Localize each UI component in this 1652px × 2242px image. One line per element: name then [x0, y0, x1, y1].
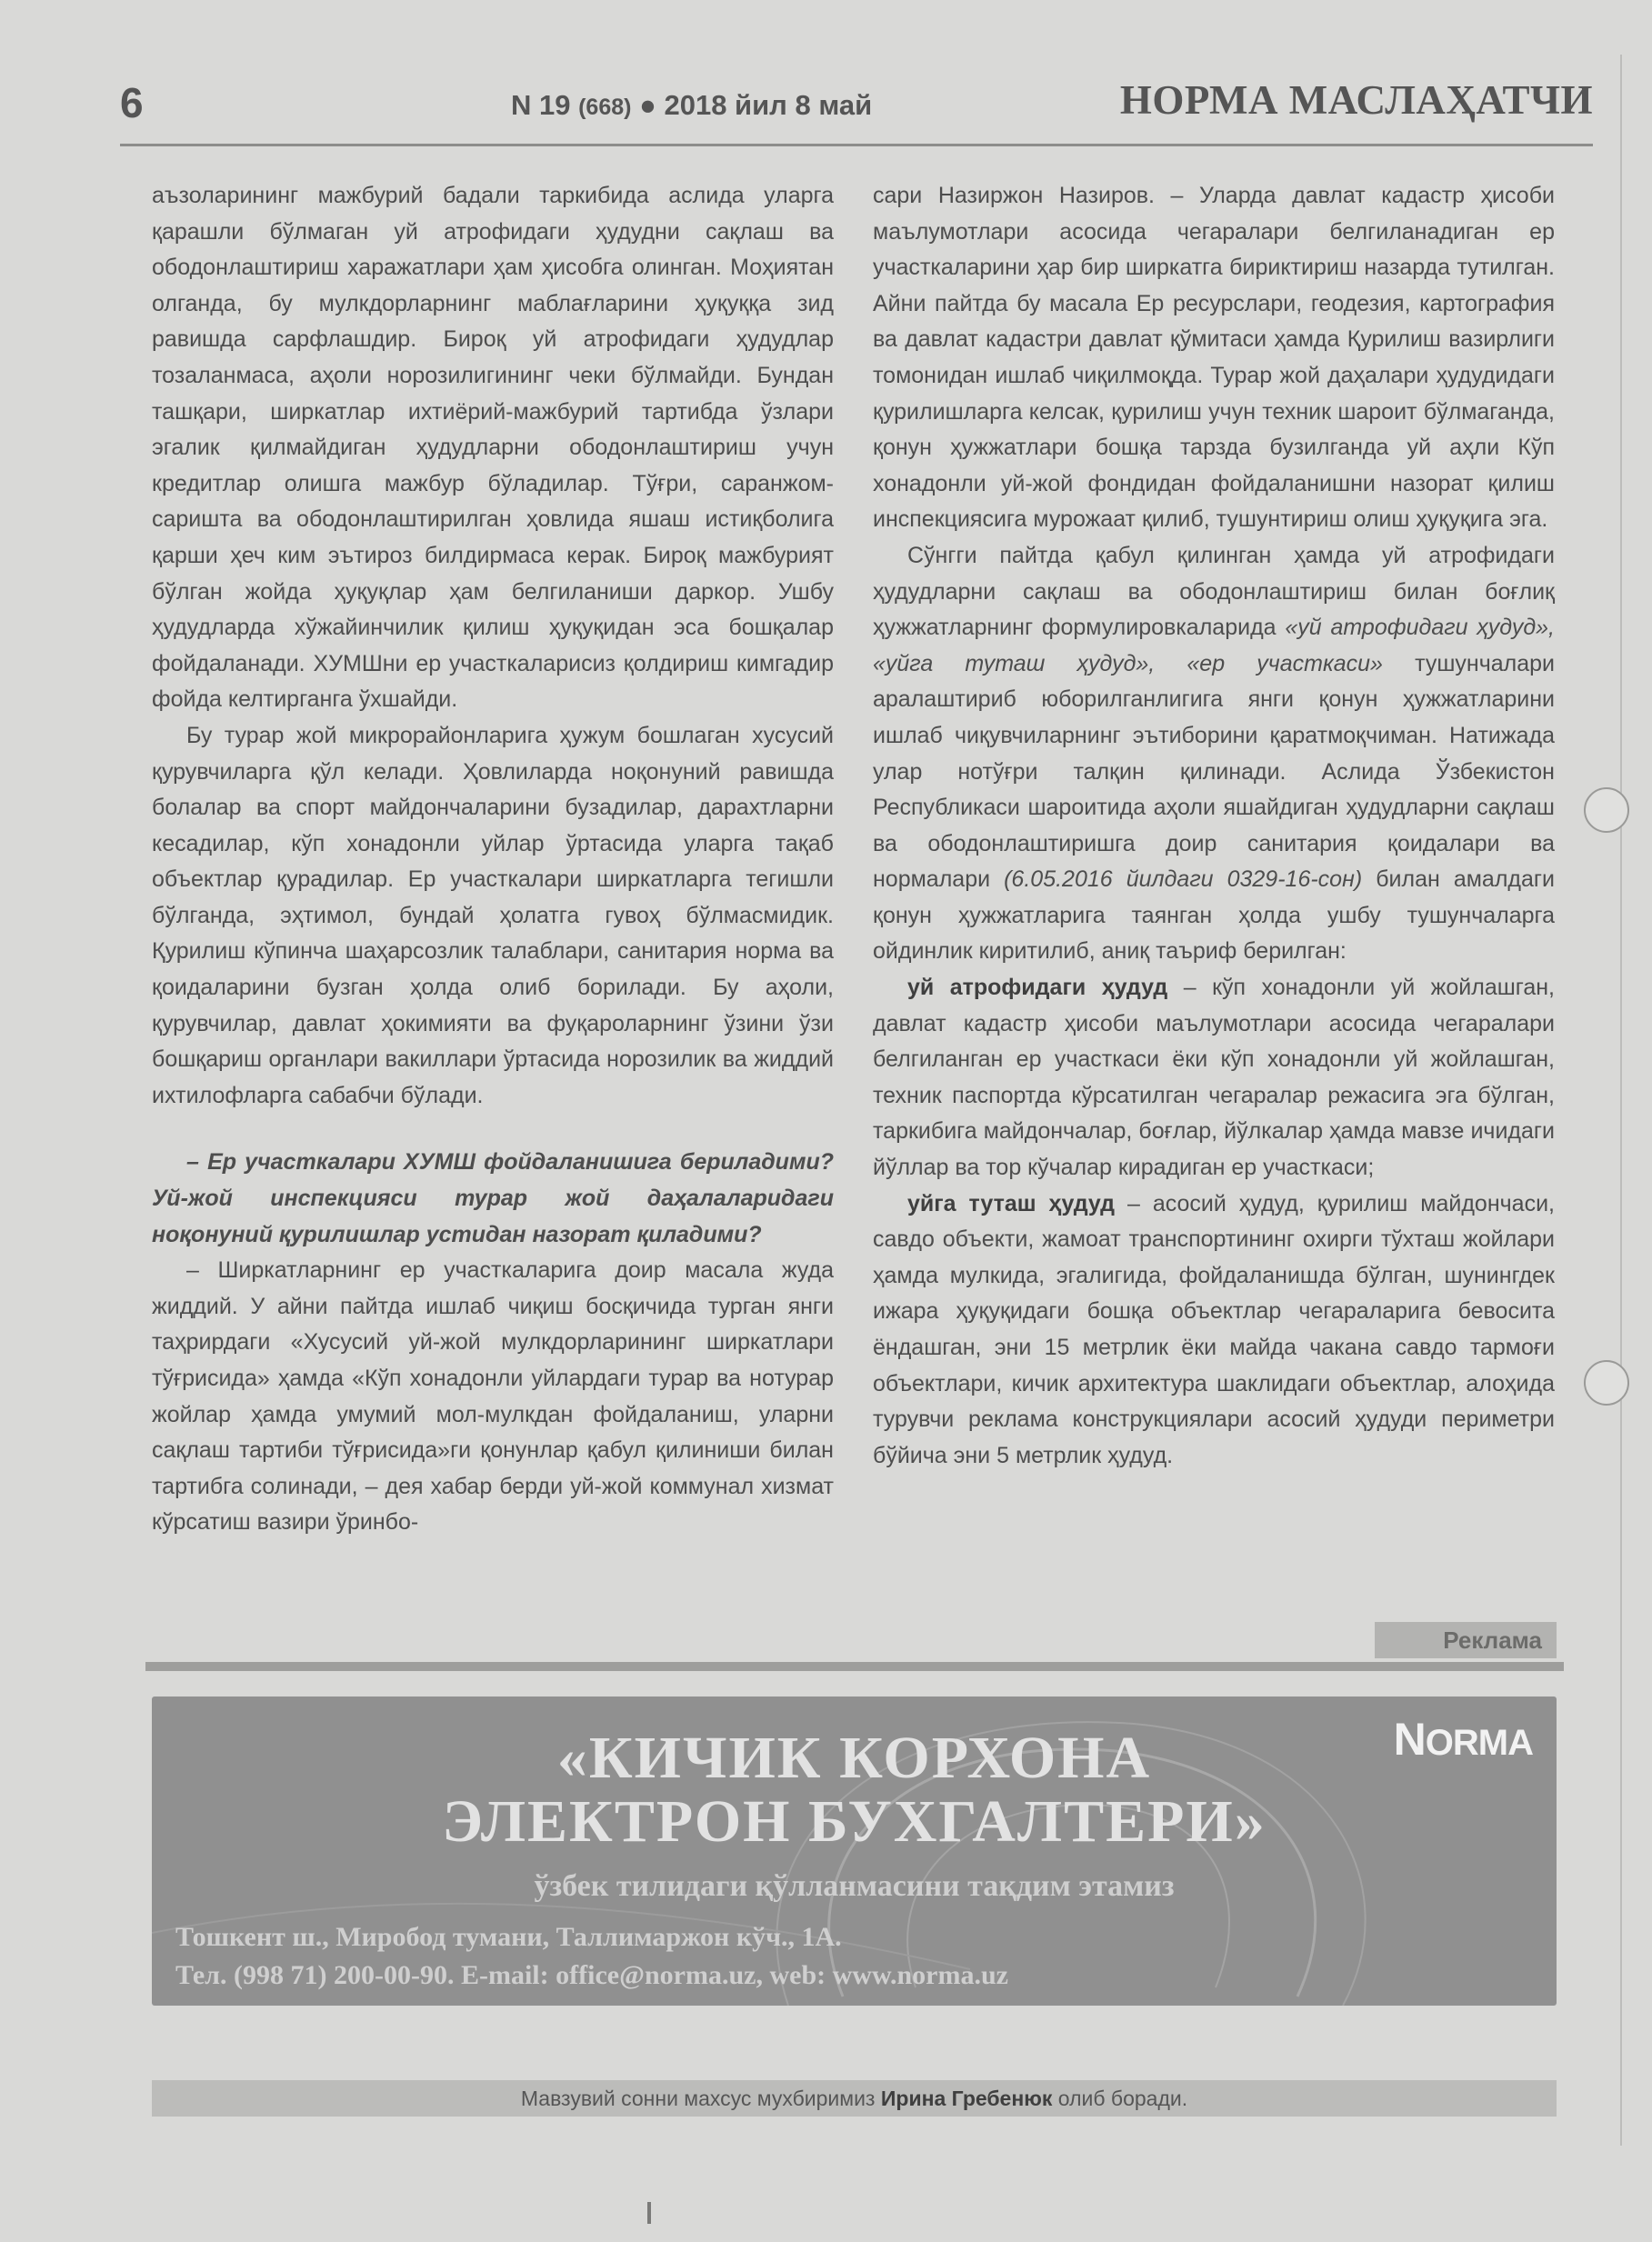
ad-address: Тошкент ш., Миробод тумани, Таллимаржон кўч., 1А.: [175, 1922, 842, 1952]
norma-logo: NORMA: [1393, 1714, 1533, 1765]
issue-total: (668): [578, 95, 632, 120]
definition-term: уй атрофидаги ҳудуд: [907, 975, 1168, 1001]
paragraph-text: тушунчалари аралаштириб юборилганлигига янги қонун ҳужжатларини ишлаб чиқувчиларнинг эътиборини қаратмоқчиман. Натижада улар нотўғри талқин қилинади. Аслида Ўзбекистон Республикаси шароитида аҳоли яшайдиган ҳудудларни сақлаш ва ободонлаштиришга доир санитария қоидалари ва нормалари: [873, 650, 1556, 893]
page-number: 6: [120, 79, 144, 126]
header-divider: [120, 144, 1593, 146]
byline-bar: Мавзувий сонни махсус мухбиримиз Ирина Гребенюк олиб боради.: [152, 2080, 1557, 2117]
issue-date: 2018 йил 8 май: [664, 89, 873, 121]
definition-term: уйга туташ ҳудуд: [907, 1190, 1116, 1216]
paragraph-text: Сўнгги пайтда қабул қилинган ҳамда уй атрофидаги ҳудудларни сақлаш ва ободонлаштириш билан боғлиқ ҳужжатларнинг формулировкаларида: [873, 542, 1555, 641]
right-column: [873, 178, 1555, 1474]
issue-info: [511, 89, 872, 122]
issue-bullet: ●: [639, 89, 656, 121]
definition-2: [873, 1186, 1555, 1475]
binder-hole: [1584, 1360, 1629, 1406]
ad-divider: [145, 1662, 1564, 1671]
ad-tag: Реклама: [1375, 1622, 1557, 1658]
ad-title-line-1: «КИЧИК КОРХОНА: [556, 1725, 1152, 1791]
left-column: [152, 178, 834, 1541]
document-reference: (6.05.2016 йилдаги 0329-16-сон): [1004, 866, 1363, 893]
left-paragraph-2: Бу турар жой микрорайонларига ҳужум бошлаган хусусий қурувчиларга қўл келади. Ҳовлиларда ноқонуний равишда болалар ва спорт майдончаларини бузадилар, дарахтларни кесадилар, кўп хонадонли уйлар ўртасида уларга тақаб объектлар қурадилар. Ер участкалари ширкатларга тегишли бўлганда, эҳтимол, бундай ҳолатга гувоҳ бўлмасмидик. Қурилиш кўпинча шаҳарсозлик талаблари, санитария норма ва қоидаларини бузган ҳолда олиб борилади. Бу аҳоли, қурувчилар, давлат ҳокимияти ва фуқароларнинг ўзини ўзи бошқариш органлари вакиллари ўртасида норозилик ва жиддий ихтилофларга сабабчи бўлади.: [152, 722, 834, 1108]
advertisement: [152, 1697, 1557, 2006]
ad-subtitle: ўзбек тилидаги қўлланмасини тақдим этамиз: [534, 1869, 1175, 1903]
paragraph-text: билан амалдаги қонун ҳужжатларига таянган ҳолда ушбу тушунчаларга ойдинлик киритилиб, аниқ таъриф берилган:: [873, 866, 1555, 965]
definition-text: – кўп хонадонли уй жойлашган, давлат кадастр ҳисоби маълумотлари асосида чегаралари белгиланган ер участкаси ёки кўп хонадонли уй жойлашган, техник паспортда кўрсатилган чегаралар режасига эга бўлган, таркибига майдончалар, боғлар, йўлкалар ҳамда мавзе ичидаги йўллар ва тор кўчалар кирадиган ер участкаси;: [873, 975, 1555, 1181]
interview-question: – Ер участкалари ХУМШ фойдаланишига бериладими? Уй-жой инспекцияси турар жой даҳалаларидаги ноқонуний қурилишлар устидан назорат қиладими?: [152, 1149, 834, 1247]
terms-italic: «уй атрофидаги ҳудуд», «уйга туташ ҳудуд», «ер участкаси»: [873, 615, 1555, 676]
left-paragraph-3: – Ширкатларнинг ер участкаларига доир масала жуда жиддий. У айни пайтда ишлаб чиқиш босқичида турган янги таҳрирдаги «Хусусий уй-жой мулкдорларининг ширкатлари тўғрисида» ҳамда «Кўп хонадонли уйлардаги турар ва нотурар жойлар ҳамда умумий мол-мулкдан фойдаланиш, уларни сақлаш тартиби тўғрисида»ги қонунлар қабул қилиниши билан тартибга солинади, – дея хабар берди уй-жой коммунал хизмат кўрсатиш вазири ўринбо-: [152, 1257, 834, 1536]
right-paragraph-1: сари Назиржон Назиров. – Уларда давлат кадастр ҳисоби маълумотлари асосида чегаралари белгиланадиган ер участкаларини ҳар бир ширкатга бириктириш назарда тутилган. Айни пайтда бу масала Ер ресурслари, геодезия, картография ва давлат кадастри давлат қўмитаси ҳамда Қурилиш вазирлиги томонидан ишлаб чиқилмоқда. Турар жой даҳалари ҳудудидаги қурилишларга келсак, қурилиш учун техник шароит бўлмаганда, қонун ҳужжатлари бошқа тарзда бузилганда уй аҳли Кўп хонадонли уй-жой фондидан фойдаланишни назорат қилиш инспекциясига мурожаат қилиб, тушунтириш олиш ҳуқуқига эга.: [873, 183, 1555, 533]
issue-number: N 19: [511, 89, 571, 121]
page-mark: [647, 2202, 651, 2224]
ad-title-line-2: ЭЛЕКТРОН БУХГАЛТЕРИ»: [442, 1788, 1267, 1855]
author-name: Ирина Гребенюк: [880, 2087, 1053, 2110]
definition-text: – асосий ҳудуд, қурилиш майдончаси, савдо объекти, жамоат транспортининг охирги тўхташ жойлари ҳамда мулкида, эгалигида, фойдаланишда бўлган, шунингдек ижара ҳуқуқидаги бошқа объектлар чегараларига бевосита ёндашган, эни 15 метрлик ёки майда чакана савдо тармоғи объектлари, кичик архитектура шаклидаги объектлар, алоҳида турувчи реклама конструкциялари асосий ҳудуди периметри бўйича эни 5 метрлик ҳудуд.: [873, 1190, 1555, 1468]
definition-1: [873, 970, 1555, 1186]
right-paragraph-2: [873, 538, 1555, 970]
newspaper-page: [84, 55, 1622, 2146]
binder-hole: [1584, 787, 1629, 833]
publication-title: НОРМА МАСЛАҲАТЧИ: [1119, 77, 1593, 123]
ad-contacts: Тел. (998 71) 200-00-90. E-mail: office@norma.uz, web: www.norma.uz: [175, 1960, 1008, 1990]
left-paragraph-1: аъзоларининг мажбурий бадали таркибида аслида уларга қарашли бўлмаган уй атрофидаги ҳудудни сақлаш ва ободонлаштириш харажатлари ҳам ҳисобга олинган. Моҳиятан олганда, бу мулкдорларнинг маблағларини ҳуқуққа зид равишда сарфлашдир. Бироқ уй атрофидаги ҳудудлар тозаланмаса, аҳоли норозилигининг чеки бўлмайди. Бундан ташқари, ширкатлар ихтиёрий-мажбурий тартибда ўзлари эгалик қилмайдиган ҳудудларни ободонлаштириш учун кредитлар олишга мажбур бўладилар. Тўғри, саранжом-саришта ва ободонлаштирилган ҳовлида яшаш истиқболига қарши ҳеч ким эътироз билдирмаса керак. Бироқ мажбурият бўлган жойда ҳуқуқлар ҳам белгиланиши даркор. Ушбу ҳудудларда хўжайинчилик қилиш ҳуқуқидан эса бошқалар фойдаланади. ХУМШни ер участкаларисиз қолдириш кимгадир фойда келтирганга ўхшайди.: [152, 183, 834, 713]
